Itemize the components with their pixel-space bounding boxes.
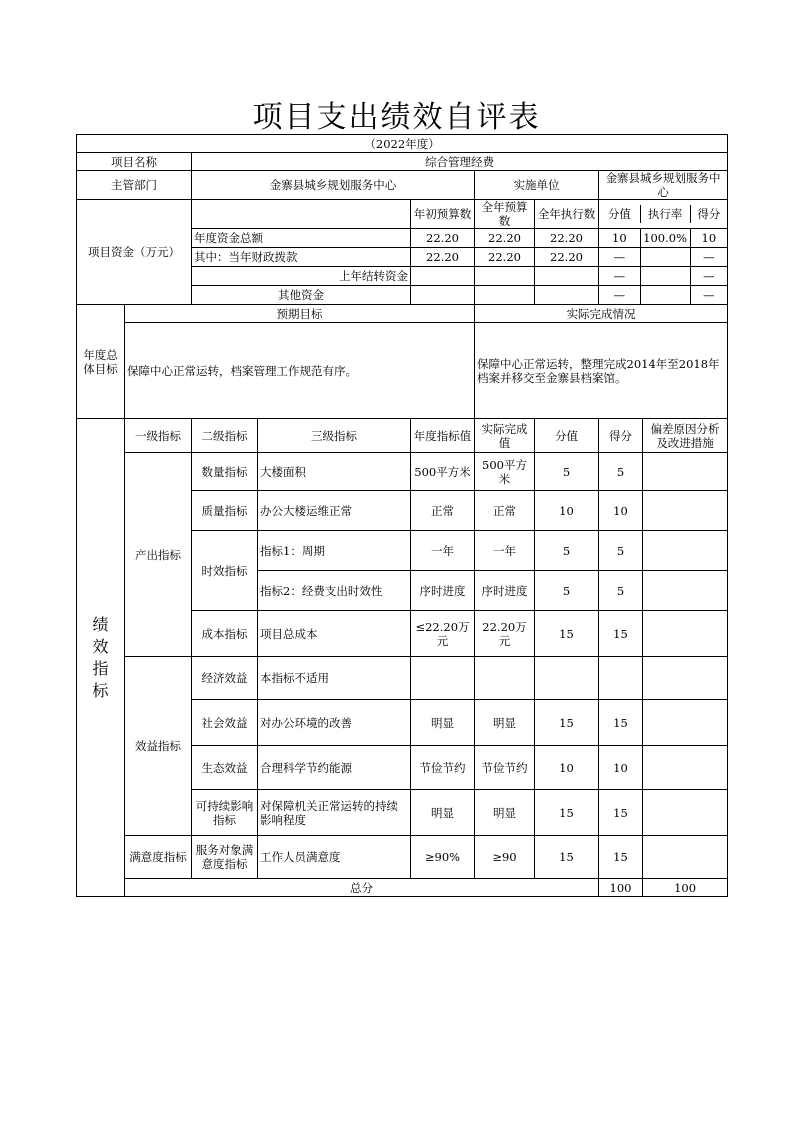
indicator-row: 成本指标 项目总成本 ≤22.20万元 22.20万元 15 15 [77,611,728,657]
indicator-row: 满意度指标 服务对象满意度指标 工作人员满意度 ≥90% ≥90 15 15 [77,836,728,879]
indicator-row: 生态效益 合理科学节约能源 节俭节约 节俭节约 10 10 [77,746,728,790]
total-value: 100 [599,879,643,897]
funds-row: 上年结转资金 — — [77,267,728,286]
indicator-row: 效益指标 经济效益 本指标不适用 [77,657,728,700]
dept-label: 主管部门 [77,171,192,200]
ind-header: 三级指标 [258,419,411,453]
group-benefit: 效益指标 [125,657,192,836]
ind-header: 偏差原因分析及改进措施 [643,419,728,453]
funds-header: 分值 [599,205,641,223]
actual-header: 实际完成情况 [475,305,728,323]
impl-value: 金寨县城乡规划服务中心 [599,171,728,200]
ind-header: 实际完成值 [475,419,535,453]
funds-header: 年初预算数 [411,200,475,229]
ind-header: 一级指标 [125,419,192,453]
indicator-row: 社会效益 对办公环境的改善 明显 明显 15 15 [77,700,728,746]
group-output: 产出指标 [125,453,192,657]
total-score: 100 [643,879,728,897]
expected-goal: 保障中心正常运转，档案管理工作规范有序。 [125,323,475,419]
actual-goal: 保障中心正常运转，整理完成2014年至2018年档案并移交至金寨县档案馆。 [475,323,728,419]
year-label: （2022年度） [77,135,728,153]
funds-header: 全年执行数 [535,200,599,229]
ind-header: 二级指标 [192,419,258,453]
project-name-value: 综合管理经费 [192,153,728,171]
impl-label: 实施单位 [475,171,599,200]
indicator-row: 可持续影响指标 对保障机关正常运转的持续影响程度 明显 明显 15 15 [77,790,728,836]
evaluation-table [76,134,728,897]
funds-header: 执行率 [641,205,691,223]
indicator-row: 质量指标 办公大楼运维正常 正常 正常 10 10 [77,491,728,531]
funds-row: 年度资金总额 22.20 22.20 22.20 10 100.0% 10 [77,229,728,248]
goals-label: 年度总体目标 [77,305,125,419]
total-label: 总分 [125,879,599,897]
indicator-row: 时效指标 指标1：周期 一年 一年 5 5 [77,531,728,571]
indicator-row: 指标2：经费支出时效性 序时进度 序时进度 5 5 [77,571,728,611]
funds-header: 得分 [697,207,721,221]
page-title: 项目支出绩效自评表 [252,100,541,135]
funds-row: 其他资金 — — [77,286,728,305]
project-name-label: 项目名称 [77,153,192,171]
indicator-row: 产出指标 数量指标 大楼面积 500平方米 500平方米 5 5 [77,453,728,491]
ind-header: 分值 [535,419,599,453]
funds-header: 全年预算数 [475,200,535,229]
ind-header: 年度指标值 [411,419,475,453]
ind-header: 得分 [599,419,643,453]
group-satisfaction: 满意度指标 [125,836,192,879]
funds-label: 项目资金（万元） [77,200,192,305]
indicators-label: 绩效指标 [77,419,125,897]
funds-row: 其中：当年财政拨款 22.20 22.20 22.20 — — [77,248,728,267]
expected-header: 预期目标 [125,305,475,323]
dept-value: 金寨县城乡规划服务中心 [192,171,475,200]
